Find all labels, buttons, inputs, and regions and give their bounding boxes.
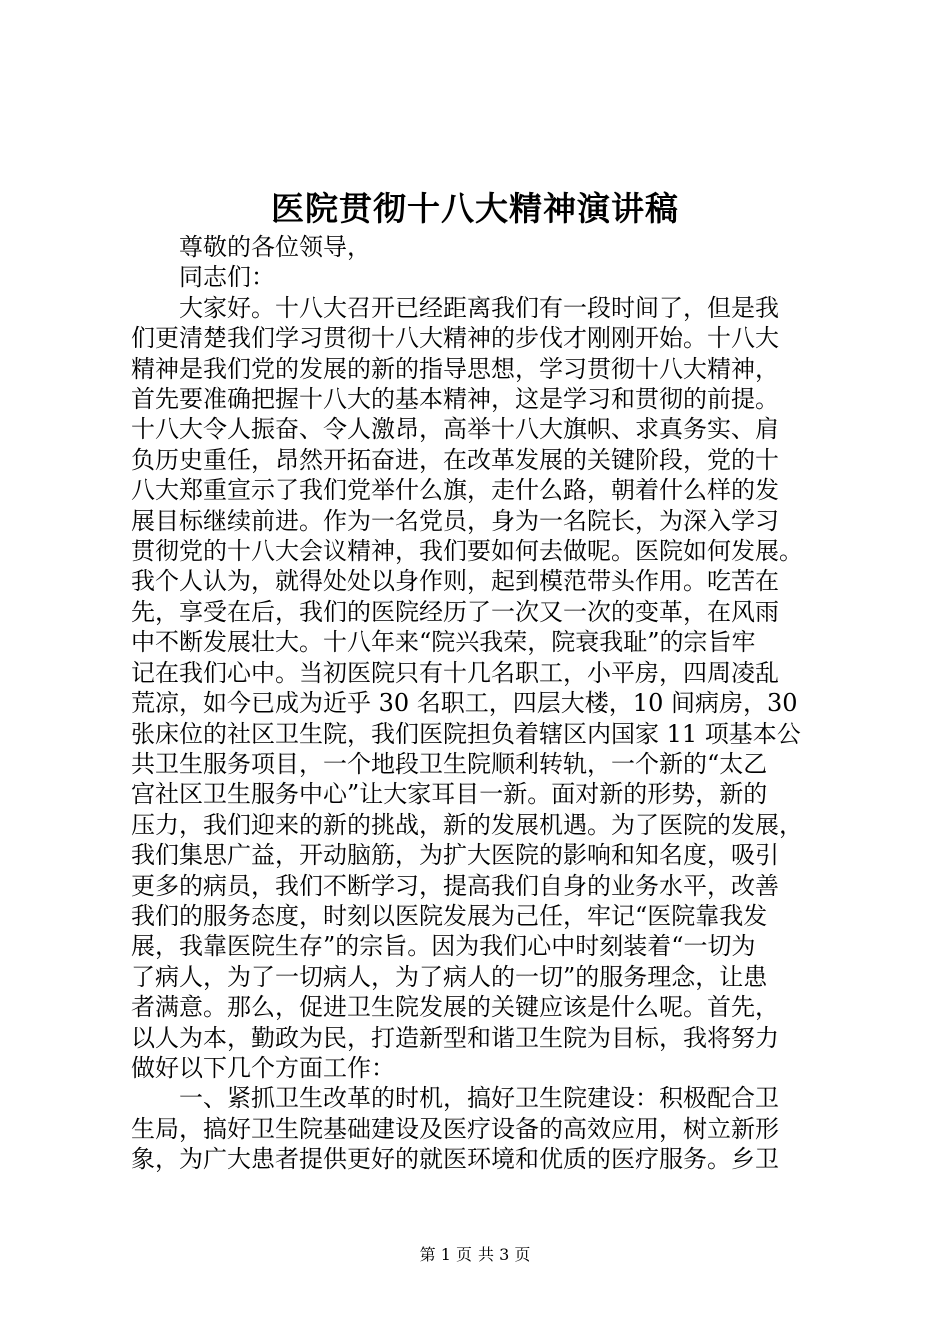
body-line: 荒凉，如今已成为近乎 30 名职工，四层大楼，10 间病房，30: [131, 689, 798, 718]
document-title: 医院贯彻十八大精神演讲稿: [271, 189, 679, 228]
body-line: 以人为本，勤政为民，打造新型和谐卫生院为目标，我将努力: [131, 1023, 779, 1052]
body-line: 更多的病员，我们不断学习，提高我们自身的业务水平，改善: [131, 871, 779, 900]
body-line: 十八大令人振奋、令人激昂，高举十八大旗帜、求真务实、肩: [131, 415, 779, 444]
body-line: 我们的服务态度，时刻以医院发展为己任，牢记“医院靠我发: [131, 901, 768, 930]
page-number-current: 第 1 页: [419, 1245, 472, 1264]
salutation-line: 尊敬的各位领导，: [179, 233, 371, 261]
body-line: 贯彻党的十八大会议精神，我们要如何去做呢。医院如何发展。: [131, 537, 803, 566]
body-line: 们更清楚我们学习贯彻十八大精神的步伐才刚刚开始。十八大: [131, 324, 779, 353]
body-line: 宫社区卫生服务中心”让大家耳目一新。面对新的形势，新的: [131, 780, 768, 809]
body-line: 象，为广大患者提供更好的就医环境和优质的医疗服务。乡卫: [131, 1145, 779, 1174]
body-line: 一、紧抓卫生改革的时机，搞好卫生院建设：积极配合卫: [179, 1084, 779, 1113]
body-line: 共卫生服务项目，一个地段卫生院顺利转轨，一个新的“太乙: [131, 749, 768, 778]
body-line: 中不断发展壮大。十八年来“院兴我荣，院衰我耻”的宗旨牢: [131, 628, 756, 657]
body-line: 张床位的社区卫生院，我们医院担负着辖区内国家 11 项基本公: [131, 719, 801, 748]
body-line: 做好以下几个方面工作：: [131, 1053, 395, 1082]
body-line: 者满意。那么，促进卫生院发展的关键应该是什么呢。首先，: [131, 993, 779, 1022]
page-number-total: 共 3 页: [478, 1245, 531, 1264]
body-line: 首先要准确把握十八大的基本精神，这是学习和贯彻的前提。: [131, 385, 779, 414]
greeting-line: 同志们：: [179, 263, 275, 292]
body-line: 我个人认为，就得处处以身作则，起到模范带头作用。吃苦在: [131, 567, 779, 596]
body-line: 记在我们心中。当初医院只有十几名职工，小平房，四周凌乱: [131, 658, 779, 687]
body-line: 负历史重任，昂然开拓奋进，在改革发展的关键阶段，党的十: [131, 445, 779, 474]
body-line: 精神是我们党的发展的新的指导思想，学习贯彻十八大精神，: [131, 354, 779, 383]
body-line: 生局，搞好卫生院基础建设及医疗设备的高效应用，树立新形: [131, 1114, 779, 1143]
body-line: 展，我靠医院生存”的宗旨。因为我们心中时刻装着“一切为: [131, 932, 756, 961]
body-line: 了病人，为了一切病人，为了病人的一切”的服务理念，让患: [131, 962, 768, 991]
body-line: 先，享受在后，我们的医院经历了一次又一次的变革，在风雨: [131, 597, 779, 626]
body-line: 压力，我们迎来的新的挑战，新的发展机遇。为了医院的发展，: [131, 810, 803, 839]
body-line: 我们集思广益，开动脑筋，为扩大医院的影响和知名度，吸引: [131, 841, 779, 870]
body-line: 八大郑重宣示了我们党举什么旗，走什么路，朝着什么样的发: [131, 476, 779, 505]
body-line: 展目标继续前进。作为一名党员，身为一名院长，为深入学习: [131, 506, 779, 535]
page-footer: [0, 1244, 950, 1266]
document-body: [131, 232, 831, 1175]
body-line: 大家好。十八大召开已经距离我们有一段时间了，但是我: [179, 293, 779, 322]
